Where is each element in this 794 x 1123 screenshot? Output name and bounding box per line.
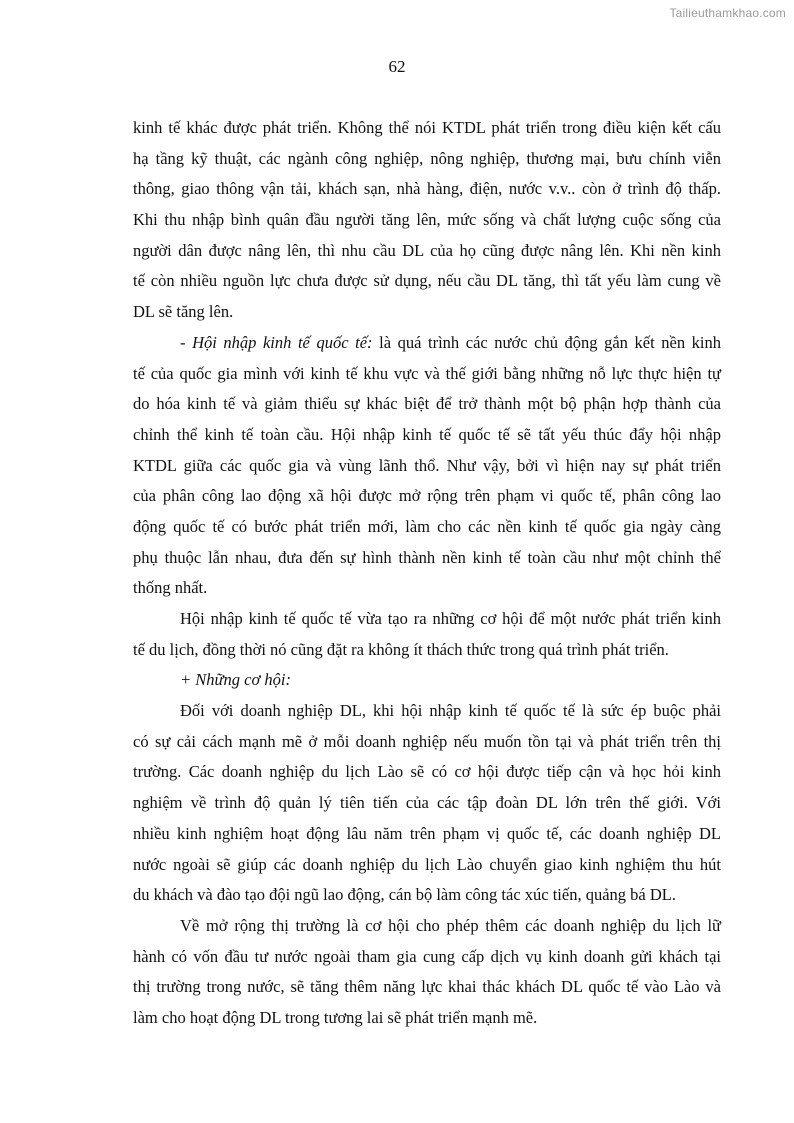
text-line: trường. Các doanh nghiệp du lịch Lào sẽ có cơ hội được tiếp cận và học hỏi kinh (133, 762, 721, 782)
document-body (133, 113, 721, 1034)
text-line: tế du lịch, đồng thời nó cũng đặt ra không ít thách thức trong quá trình phát triển. (133, 639, 669, 659)
text-line: hạ tầng kỹ thuật, các ngành công nghiệp, nông nghiệp, thương mại, bưu chính viễn (133, 148, 721, 168)
text-run: là quá trình các nước chủ động gắn kết nền kinh (372, 332, 721, 352)
text-line: Về mở rộng thị trường là cơ hội cho phép thêm các doanh nghiệp du lịch lữ (180, 915, 721, 935)
page-number: 62 (388, 57, 406, 76)
text-line: phụ thuộc lẫn nhau, đưa đến sự hình thành nền kinh tế toàn cầu như một chỉnh thể (133, 547, 721, 567)
text-line: tế còn nhiều nguồn lực chưa được sử dụng, nếu cầu DL tăng, thì tất yếu làm cung về (133, 271, 721, 291)
subheading (133, 665, 721, 696)
text-line: thống nhất. (133, 578, 208, 598)
watermark: Tailieuthamkhao.com (669, 6, 786, 20)
text-line: thông, giao thông vận tải, khách sạn, nhà hàng, điện, nước v.v.. còn ở trình độ thấp. (133, 179, 721, 199)
text-line (133, 665, 721, 696)
text-line: nhiều kinh nghiệm hoạt động lâu năm trên phạm vị quốc tế, các doanh nghiệp DL (133, 823, 721, 843)
text-line: hành có vốn đầu tư nước ngoài tham gia cung cấp dịch vụ kinh doanh gửi khách tại (133, 946, 721, 966)
text-line: KTDL giữa các quốc gia và vùng lãnh thổ. Như vậy, bởi vì hiện nay sự phát triển (133, 455, 721, 475)
text-line (133, 328, 721, 359)
text-line: kinh tế khác được phát triển. Không thể nói KTDL phát triển trong điều kiện kết cấu (133, 118, 721, 137)
text-line: nghiệm về trình độ quản lý tiên tiến của các tập đoàn DL lớn trên thế giới. Với (133, 793, 721, 813)
text-line: làm cho hoạt động DL trong tương lai sẽ phát triển mạnh mẽ. (133, 1007, 538, 1027)
paragraph (133, 113, 721, 328)
text-line: nước ngoài sẽ giúp các doanh nghiệp du lịch Lào chuyển giao kinh nghiệm thu hút (133, 854, 721, 874)
text-line: thị trường trong nước, sẽ tăng thêm năng lực khai thác khách DL quốc tế vào Lào và (133, 977, 721, 997)
text-line: DL sẽ tăng lên. (133, 302, 234, 322)
text-line: Hội nhập kinh tế quốc tế vừa tạo ra những cơ hội để một nước phát triển kinh (180, 609, 721, 628)
text-line: Khi thu nhập bình quân đầu người tăng lên, mức sống và chất lượng cuộc sống của (133, 210, 721, 230)
text-line: có sự cải cách mạnh mẽ ở mỗi doanh nghiệp nếu muốn tồn tại và phát triển trên thị (133, 731, 721, 751)
italic-heading: + Những cơ hội: (180, 670, 291, 690)
text-line: chỉnh thể kinh tế toàn cầu. Hội nhập kinh tế quốc tế sẽ tất yếu thúc đẩy hội nhập (133, 424, 721, 444)
italic-term: - Hội nhập kinh tế quốc tế: (180, 332, 373, 352)
paragraph (133, 911, 721, 1034)
text-line: người dân được nâng lên, thì nhu cầu DL của họ cũng được nâng lên. Khi nền kinh (133, 240, 721, 260)
paragraph (133, 696, 721, 911)
text-line: du khách và đào tạo đội ngũ lao động, cán bộ làm công tác xúc tiến, quảng bá DL. (133, 885, 676, 905)
paragraph (133, 328, 721, 604)
paragraph (133, 604, 721, 665)
text-line: động quốc tế có bước phát triển mới, làm cho các nền kinh tế quốc gia ngày càng (133, 516, 721, 536)
text-line: của phân công lao động xã hội được mở rộng trên phạm vi quốc tế, phân công lao (133, 486, 721, 506)
text-line: Đối với doanh nghiệp DL, khi hội nhập kinh tế quốc tế là sức ép buộc phải (180, 701, 721, 721)
text-line: do hóa kinh tế và giảm thiểu sự khác biệt để trở thành một bộ phận hợp thành của (133, 394, 721, 414)
text-line: tế của quốc gia mình với kinh tế khu vực và thế giới bằng những nỗ lực thực hiện tự (133, 363, 721, 383)
